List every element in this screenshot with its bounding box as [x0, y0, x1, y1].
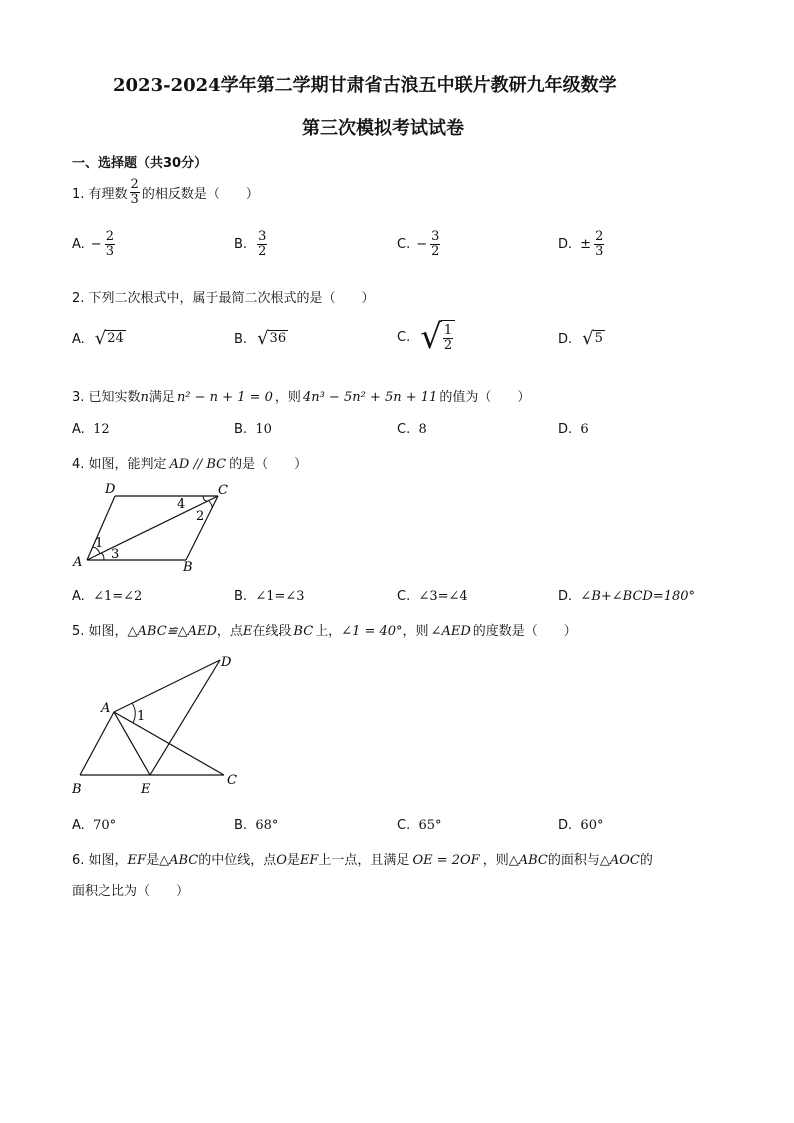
option-letter: B. — [234, 422, 248, 437]
q5-segment: BC — [293, 624, 314, 639]
option-letter: A. — [72, 818, 85, 833]
option-letter: C. — [397, 589, 411, 604]
frac-num: 2 — [595, 229, 604, 244]
q1-fraction — [130, 178, 140, 206]
option-value: 70° — [93, 818, 117, 833]
frac-num: 3 — [431, 229, 440, 244]
q1-frac-num: 2 — [130, 177, 139, 192]
q6-mid1: 是△ — [146, 853, 170, 868]
option-letter: D. — [558, 331, 573, 347]
q3-prefix: 3. 已知实数 — [72, 390, 141, 405]
sqrt-expression: √ $\frac{1}{2}$ — [420, 320, 455, 354]
question-5 — [72, 620, 577, 639]
option-letter: A. — [72, 236, 85, 252]
option-value: 68° — [255, 818, 279, 833]
option-fraction — [257, 230, 267, 258]
q5-prefix: 5. 如图， — [72, 624, 128, 639]
q5-mid: ，点 — [216, 624, 243, 639]
frac-den: 2 — [443, 338, 453, 353]
sqrt-expression: √ 24 — [94, 328, 124, 349]
label-angle-2: 2 — [196, 509, 205, 524]
label-b: B — [183, 560, 193, 574]
q5-figure — [66, 650, 246, 800]
q4-suffix: 的是（ ） — [229, 457, 308, 472]
q1-prefix: 1. 有理数 — [72, 186, 128, 202]
option-sign: ± — [580, 236, 592, 252]
label-angle-1: 1 — [137, 709, 146, 724]
label-c: C — [227, 773, 237, 788]
q3-option-b[interactable] — [234, 422, 272, 437]
frac-den: 2 — [431, 243, 440, 259]
q4-option-c[interactable] — [397, 589, 468, 604]
frac-num: 2 — [105, 229, 114, 244]
option-letter: B. — [234, 236, 248, 252]
option-value: 8 — [418, 422, 427, 437]
q6-point: O — [276, 853, 287, 868]
q4-expression: AD // BC — [169, 457, 227, 472]
label-e: E — [141, 782, 151, 797]
q5-option-a[interactable] — [72, 818, 116, 833]
q3-equation: n² − n + 1 = 0 — [176, 390, 273, 405]
question-1 — [72, 178, 259, 206]
question-6-line2: 面积之比为（ ） — [72, 884, 190, 899]
question-3 — [72, 386, 530, 405]
question-4 — [72, 453, 307, 472]
q5-option-d[interactable] — [558, 818, 603, 833]
option-letter: D. — [558, 589, 573, 604]
option-value: 60° — [580, 818, 604, 833]
radicand: 5 — [594, 331, 603, 346]
q5-option-c[interactable] — [397, 818, 442, 833]
option-letter: C. — [397, 422, 411, 437]
q3-mid: 满足 — [148, 390, 175, 405]
q4-option-b[interactable] — [234, 589, 305, 604]
q5-congruence: △ABC≌△AED — [127, 624, 217, 639]
q5-mid3: 上， — [315, 624, 342, 639]
q5-angle-value: ∠1 = 40° — [341, 624, 403, 639]
question-2: 2. 下列二次根式中，属于最简二次根式的是（ ） — [72, 291, 375, 306]
option-sign: − — [90, 236, 102, 252]
segment-cb — [186, 496, 218, 560]
option-fraction — [105, 230, 115, 258]
option-letter: B. — [234, 589, 248, 604]
label-a: A — [73, 555, 83, 570]
frac-num: 1 — [443, 323, 453, 339]
label-d: D — [105, 482, 116, 497]
option-letter: B. — [234, 818, 248, 833]
label-c: C — [218, 483, 228, 498]
q5-suffix: 的度数是（ ） — [472, 624, 577, 639]
q6-prefix: 6. 如图， — [72, 853, 128, 868]
q3-option-d[interactable] — [558, 422, 589, 437]
option-letter: C. — [397, 236, 411, 252]
q5-point: E — [242, 624, 253, 639]
radicand-fraction — [443, 324, 453, 352]
q3-expression: 4n³ − 5n² + 5n + 11 — [302, 390, 438, 405]
q1-option-a[interactable] — [72, 230, 115, 258]
q1-option-d[interactable] — [558, 230, 604, 258]
q3-option-a[interactable] — [72, 422, 110, 437]
frac-den: 3 — [595, 243, 604, 259]
label-angle-4: 4 — [177, 497, 186, 512]
label-angle-1: 1 — [95, 536, 104, 551]
q2-option-c[interactable] — [397, 317, 455, 357]
q4-option-a[interactable] — [72, 589, 142, 604]
q2-option-b[interactable] — [234, 330, 288, 348]
q6-segment-2: EF — [299, 853, 319, 868]
q6-segment: EF — [127, 853, 147, 868]
option-letter: D. — [558, 236, 573, 252]
q2-option-a[interactable] — [72, 330, 126, 348]
segment-ac — [87, 496, 218, 560]
q6-triangle-2: ABC — [518, 853, 548, 868]
label-d: D — [221, 655, 232, 670]
q1-suffix: 的相反数是（ ） — [141, 186, 259, 202]
option-letter: C. — [397, 818, 411, 833]
label-a: A — [101, 701, 111, 716]
option-value: ∠1=∠2 — [93, 589, 143, 604]
q3-option-c[interactable] — [397, 422, 427, 437]
page-title-line2: 第三次模拟考试试卷 — [302, 118, 464, 139]
option-value: ∠3=∠4 — [418, 589, 468, 604]
radicand: 24 — [107, 331, 124, 346]
option-value: 65° — [418, 818, 442, 833]
sqrt-expression: √ 5 — [582, 328, 603, 349]
frac-den: 3 — [105, 243, 114, 259]
page-title-line1: 2023-2024学年第二学期甘肃省古浪五中联片教研九年级数学 — [113, 75, 617, 96]
frac-num: 3 — [258, 229, 267, 244]
option-fraction — [430, 230, 440, 258]
q5-mid2: 在线段 — [252, 624, 292, 639]
label-angle-3: 3 — [111, 547, 120, 562]
q6-condition: OE = 2OF — [412, 853, 480, 868]
option-value: 10 — [255, 422, 272, 437]
option-value: ∠1=∠3 — [255, 589, 305, 604]
option-letter: C. — [397, 329, 411, 345]
section-heading: 一、选择题（共30分） — [72, 156, 208, 171]
option-sign: − — [416, 236, 428, 252]
option-letter: A. — [72, 331, 85, 347]
option-value: 6 — [580, 422, 589, 437]
sqrt-expression: √ 36 — [257, 328, 287, 349]
q6-triangle: ABC — [169, 853, 199, 868]
q6-mid2: 的中位线，点 — [198, 853, 277, 868]
radicand: 36 — [269, 331, 287, 346]
q6-mid4: 上一点，且满足 — [318, 853, 410, 868]
q4-prefix: 4. 如图，能判定 — [72, 457, 167, 472]
q6-mid6: 的面积与△ — [547, 853, 610, 868]
q4-option-d[interactable] — [558, 589, 695, 604]
q3-var: n — [140, 390, 149, 405]
q1-option-b[interactable] — [234, 230, 267, 258]
question-6 — [72, 849, 653, 868]
q3-mid2: ，则 — [274, 390, 301, 405]
segment-ab — [80, 712, 114, 775]
option-letter: B. — [234, 331, 248, 347]
q3-suffix: 的值为（ ） — [439, 390, 531, 405]
angle-arc-4 — [203, 496, 208, 501]
q4-figure — [70, 482, 240, 574]
option-fraction — [594, 230, 604, 258]
angle-arc-1 — [132, 703, 135, 723]
label-b: B — [72, 782, 82, 797]
angle-arc-3 — [101, 553, 104, 560]
option-letter: D. — [558, 818, 573, 833]
q6-mid5: ，则△ — [482, 853, 519, 868]
q6-triangle-3: AOC — [609, 853, 640, 868]
q5-angle-target: ∠AED — [430, 624, 471, 639]
angle-arc-2 — [209, 501, 212, 508]
q6-suffix: 的 — [639, 853, 653, 868]
q1-option-c[interactable] — [397, 230, 440, 258]
frac-den: 2 — [258, 243, 267, 259]
q2-option-d[interactable] — [558, 330, 605, 348]
option-letter: A. — [72, 589, 85, 604]
q1-frac-den: 3 — [130, 191, 139, 207]
q5-mid4: ，则 — [402, 624, 429, 639]
q5-option-b[interactable] — [234, 818, 278, 833]
option-value: 12 — [93, 422, 110, 437]
option-letter: A. — [72, 422, 85, 437]
option-letter: D. — [558, 422, 573, 437]
q6-mid3: 是 — [286, 853, 300, 868]
option-value: ∠B+∠BCD=180° — [580, 589, 696, 604]
